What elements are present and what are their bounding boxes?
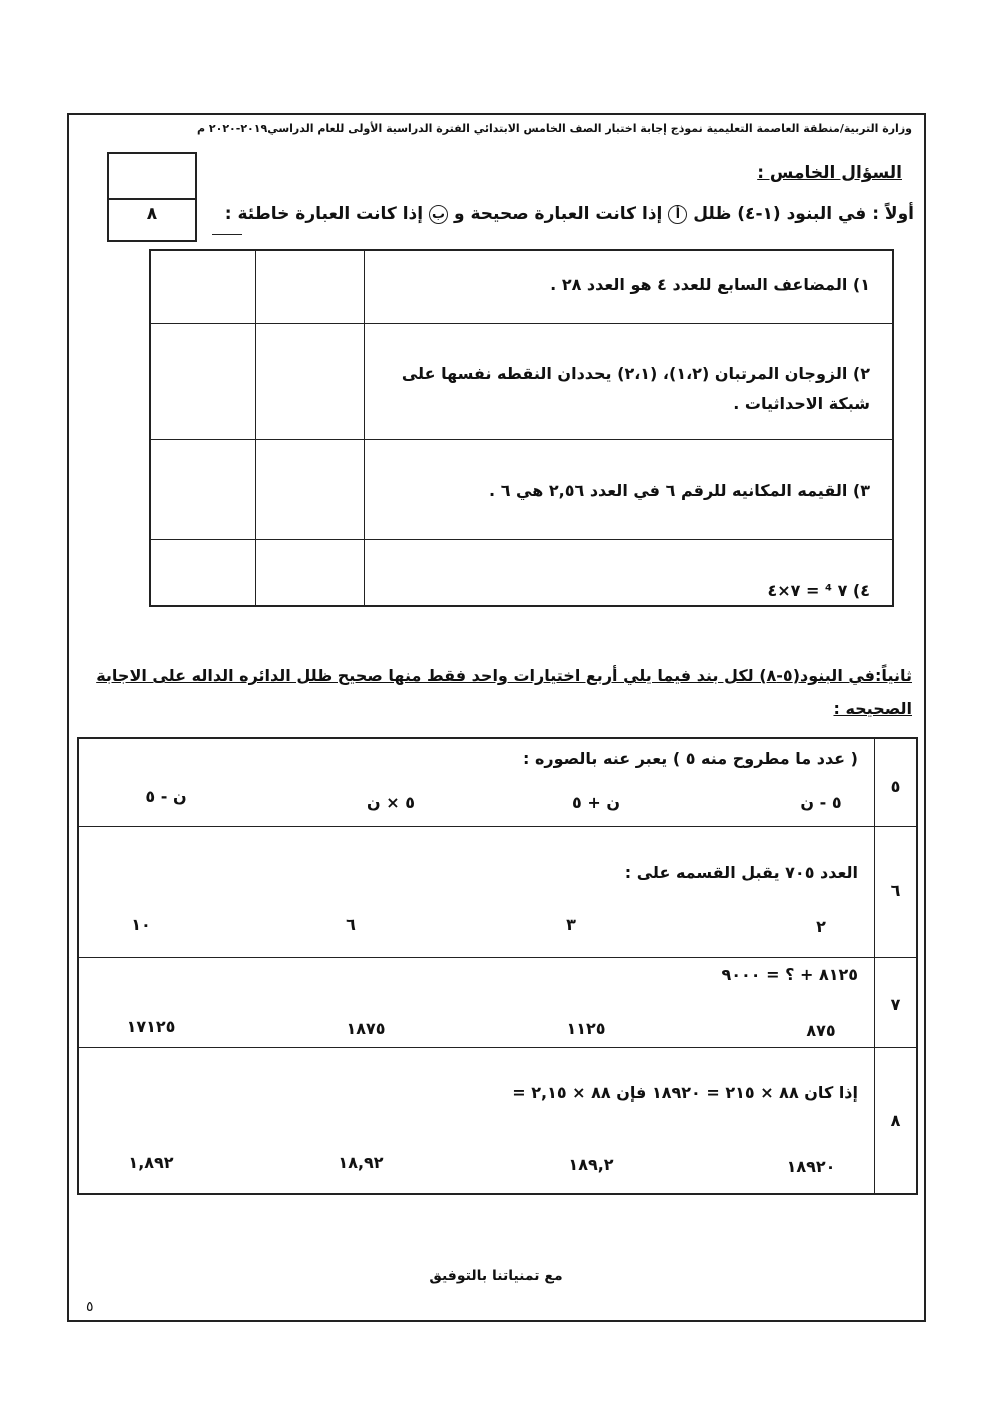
tf-item-4: ٤) ٧ ⁴ = ٧×٤ — [767, 581, 870, 600]
multiple-choice-table — [77, 737, 918, 1195]
mc-number-7: ٧ — [890, 995, 901, 1014]
mc-stem-8: إذا كان ٨٨ × ٢١٥ = ١٨٩٢٠ فإن ٨٨ × ٢,١٥ = — [512, 1083, 858, 1102]
tf-item-3: ٣) القيمه المكانيه للرقم ٦ في العدد ٢,٥٦ هي ٦ . — [489, 481, 870, 500]
mc-option[interactable]: ١٨٩٢٠ — [786, 1157, 836, 1176]
question-title: السؤال الخامس : — [757, 163, 902, 183]
mc-option[interactable]: ١٨,٩٢ — [338, 1153, 384, 1172]
mc-number-8: ٨ — [890, 1111, 901, 1130]
part1-middle: إذا كانت العبارة صحيحة و — [453, 204, 663, 224]
mc-option[interactable]: ن + ٥ — [572, 793, 620, 812]
part1-underline — [212, 234, 242, 235]
mc-number-5: ٥ — [890, 777, 901, 796]
part1-suffix: إذا كانت العبارة خاطئة : — [224, 204, 424, 224]
mc-stem-6: العدد ٧٠٥ يقبل القسمه على : — [624, 863, 858, 882]
mc-option[interactable]: ٥ - ن — [800, 793, 842, 812]
score-value: ٨ — [146, 204, 158, 224]
mc-option[interactable]: ن - ٥ — [145, 787, 187, 806]
score-box — [107, 152, 197, 242]
mc-option[interactable]: ٢ — [816, 917, 826, 936]
mc-stem-5: ( عدد ما مطروح منه ٥ ) يعبر عنه بالصوره : — [522, 749, 858, 768]
mc-option[interactable]: ٥ × ن — [367, 793, 415, 812]
tf-item-1: ١) المضاعف السابع للعدد ٤ هو العدد ٢٨ . — [550, 275, 870, 294]
mc-option[interactable]: ١٨٩,٢ — [568, 1155, 614, 1174]
circle-b-icon: ب — [429, 205, 448, 224]
mc-option[interactable]: ١٠ — [131, 915, 151, 934]
mc-option[interactable]: ١١٢٥ — [566, 1019, 606, 1038]
mc-option[interactable]: ٦ — [346, 915, 356, 934]
part1-instructions — [225, 204, 914, 224]
mc-option[interactable]: ١٧١٢٥ — [126, 1017, 176, 1036]
circle-a-icon: أ — [668, 205, 687, 224]
mc-option[interactable]: ٣ — [566, 915, 576, 934]
mc-option[interactable]: ٨٧٥ — [806, 1021, 836, 1040]
mc-option[interactable]: ١,٨٩٢ — [128, 1153, 174, 1172]
mc-stem-7: ٨١٢٥ + ؟ = ٩٠٠٠ — [721, 965, 858, 984]
part2-instructions: ثانياً:في البنود(٥-٨) لكل بند فيما يلي أربع اختيارات واحد فقط منها صحيح ظلل الدائره الداله على الاجابة الصحيحه : — [96, 666, 912, 718]
page-number: ٥ — [86, 1299, 94, 1315]
mc-option[interactable]: ١٨٧٥ — [346, 1019, 386, 1038]
tf-item-2: ٢) الزوجان المرتبان (١،٢)، (٢،١) يحددان النقطه نفسها على شبكة الاحداثيات . — [401, 364, 870, 413]
footer-wishes: مع تمنياتنا بالتوفيق — [429, 1268, 563, 1284]
exam-header: وزارة التربية/منطقة العاصمة التعليمية نموذج إجابة اختبار الصف الخامس الابتدائي الفترة الدراسية الأولى للعام الدراسي٢٠١٩-٢٠٢٠ م — [197, 122, 912, 135]
mc-number-6: ٦ — [890, 881, 901, 900]
part1-prefix: أولاً : في البنود (١-٤) ظلل — [693, 204, 914, 224]
true-false-table — [149, 249, 894, 607]
